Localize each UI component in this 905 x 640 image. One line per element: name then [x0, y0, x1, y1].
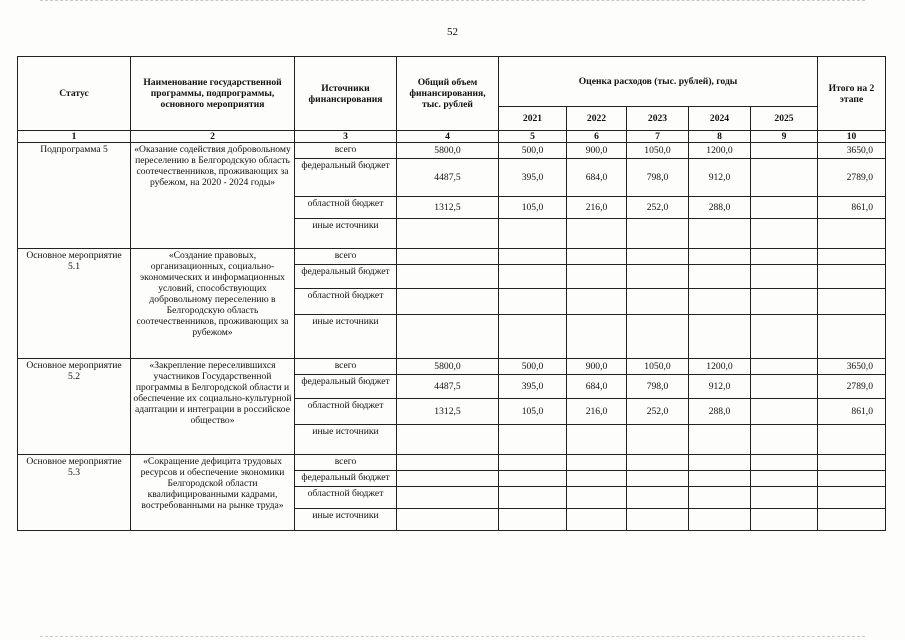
- row-year-value: [567, 425, 627, 455]
- row-stage-total: [818, 455, 886, 471]
- row-year-value: 1200,0: [689, 143, 751, 159]
- row-year-value: [627, 509, 689, 531]
- row-year-value: 105,0: [499, 197, 567, 219]
- row-source: федеральный бюджет: [295, 159, 397, 197]
- row-year-value: [567, 249, 627, 265]
- row-year-value: [751, 219, 818, 249]
- row-stage-total: [818, 249, 886, 265]
- row-year-value: [751, 509, 818, 531]
- row-total-volume: 4487,5: [397, 159, 499, 197]
- header-estimate: Оценка расходов (тыс. рублей), годы: [499, 57, 818, 107]
- row-stage-total: [818, 289, 886, 315]
- row-source: иные источники: [295, 315, 397, 359]
- col-number: 10: [818, 131, 886, 143]
- page-top-edge: [40, 0, 865, 1]
- page-bottom-edge: [40, 636, 865, 637]
- col-number: 5: [499, 131, 567, 143]
- row-year-value: [499, 487, 567, 509]
- row-year-value: 105,0: [499, 399, 567, 425]
- row-source: областной бюджет: [295, 197, 397, 219]
- row-year-value: [751, 197, 818, 219]
- row-year-value: 216,0: [567, 399, 627, 425]
- row-year-value: [751, 375, 818, 399]
- row-year-value: [627, 471, 689, 487]
- header-name: Наименование государственной программы, подпрограммы, основного мероприятия: [131, 57, 295, 131]
- row-source: иные источники: [295, 509, 397, 531]
- row-year-value: [689, 315, 751, 359]
- row-total-volume: 5800,0: [397, 143, 499, 159]
- table-row: [18, 249, 886, 265]
- row-year-value: [751, 265, 818, 289]
- row-year-value: 900,0: [567, 359, 627, 375]
- row-stage-total: [818, 219, 886, 249]
- row-year-value: [751, 143, 818, 159]
- row-year-value: [627, 315, 689, 359]
- row-year-value: 252,0: [627, 197, 689, 219]
- row-total-volume: 1312,5: [397, 399, 499, 425]
- header-year: 2025: [751, 107, 818, 131]
- row-year-value: 395,0: [499, 375, 567, 399]
- row-year-value: [751, 315, 818, 359]
- row-year-value: 288,0: [689, 197, 751, 219]
- row-year-value: 216,0: [567, 197, 627, 219]
- header-year: 2023: [627, 107, 689, 131]
- row-total-volume: [397, 289, 499, 315]
- row-year-value: 684,0: [567, 375, 627, 399]
- row-stage-total: [818, 487, 886, 509]
- row-year-value: 900,0: [567, 143, 627, 159]
- row-source: федеральный бюджет: [295, 375, 397, 399]
- row-year-value: [689, 265, 751, 289]
- row-source: всего: [295, 249, 397, 265]
- header-total-stage: Итого на 2 этапе: [818, 57, 886, 131]
- row-total-volume: [397, 315, 499, 359]
- row-total-volume: [397, 219, 499, 249]
- row-year-value: 288,0: [689, 399, 751, 425]
- row-stage-total: 861,0: [818, 197, 886, 219]
- row-stage-total: [818, 315, 886, 359]
- row-year-value: [567, 289, 627, 315]
- row-total-volume: [397, 509, 499, 531]
- row-year-value: [567, 219, 627, 249]
- row-year-value: [499, 471, 567, 487]
- row-stage-total: 2789,0: [818, 159, 886, 197]
- row-year-value: 684,0: [567, 159, 627, 197]
- col-number: 3: [295, 131, 397, 143]
- row-total-volume: [397, 471, 499, 487]
- row-year-value: [567, 455, 627, 471]
- row-year-value: [627, 249, 689, 265]
- row-stage-total: 3650,0: [818, 143, 886, 159]
- col-number: 7: [627, 131, 689, 143]
- col-number: 4: [397, 131, 499, 143]
- row-year-value: [751, 471, 818, 487]
- table-body: [18, 143, 886, 531]
- row-total-volume: [397, 487, 499, 509]
- row-year-value: [627, 289, 689, 315]
- row-year-value: 1050,0: [627, 143, 689, 159]
- row-year-value: [627, 455, 689, 471]
- row-program-name: «Закрепление переселившихся участников Государственной программы в Белгородской области и обеспечение их социально-культурной адаптации и интеграции в российское общество»: [131, 359, 295, 455]
- row-stage-total: 2789,0: [818, 375, 886, 399]
- row-status: Основное мероприятие 5.2: [18, 359, 131, 455]
- row-source: иные источники: [295, 219, 397, 249]
- page-number: 52: [447, 26, 458, 38]
- row-year-value: [627, 265, 689, 289]
- row-year-value: 252,0: [627, 399, 689, 425]
- row-year-value: 798,0: [627, 159, 689, 197]
- row-program-name: «Создание правовых, организационных, социально-экономических и информационных условий, способствующих добровольному переселению в Белгородскую область соотечественников, проживающих за рубежом»: [131, 249, 295, 359]
- row-year-value: 1200,0: [689, 359, 751, 375]
- row-year-value: [499, 455, 567, 471]
- row-stage-total: [818, 509, 886, 531]
- table-row: [18, 143, 886, 159]
- row-stage-total: [818, 425, 886, 455]
- header-total-volume: Общий объем финансирования, тыс. рублей: [397, 57, 499, 131]
- row-year-value: 798,0: [627, 375, 689, 399]
- header-status: Статус: [18, 57, 131, 131]
- row-year-value: [689, 487, 751, 509]
- row-year-value: [751, 455, 818, 471]
- row-year-value: [499, 265, 567, 289]
- row-total-volume: [397, 249, 499, 265]
- row-year-value: 395,0: [499, 159, 567, 197]
- row-source: иные источники: [295, 425, 397, 455]
- header-sources: Источники финансирования: [295, 57, 397, 131]
- row-year-value: [689, 471, 751, 487]
- table-row: [18, 359, 886, 375]
- row-stage-total: [818, 471, 886, 487]
- row-year-value: [499, 509, 567, 531]
- table-row: [18, 455, 886, 471]
- row-source: всего: [295, 455, 397, 471]
- row-stage-total: [818, 265, 886, 289]
- col-number: 8: [689, 131, 751, 143]
- row-year-value: [751, 399, 818, 425]
- row-stage-total: 861,0: [818, 399, 886, 425]
- row-year-value: [751, 359, 818, 375]
- row-total-volume: 5800,0: [397, 359, 499, 375]
- col-number: 2: [131, 131, 295, 143]
- row-source: областной бюджет: [295, 487, 397, 509]
- row-status: Основное мероприятие 5.3: [18, 455, 131, 531]
- row-year-value: [567, 265, 627, 289]
- row-year-value: [499, 219, 567, 249]
- row-year-value: [689, 219, 751, 249]
- row-year-value: [499, 425, 567, 455]
- row-source: всего: [295, 143, 397, 159]
- header-year: 2021: [499, 107, 567, 131]
- row-year-value: [499, 289, 567, 315]
- row-year-value: [751, 425, 818, 455]
- row-year-value: 912,0: [689, 159, 751, 197]
- row-program-name: «Оказание содействия добровольному переселению в Белгородскую область соотечественников, проживающих за рубежом, на 2020 - 2024 годы»: [131, 143, 295, 249]
- row-year-value: [751, 289, 818, 315]
- row-year-value: [499, 249, 567, 265]
- row-total-volume: 4487,5: [397, 375, 499, 399]
- header-year: 2024: [689, 107, 751, 131]
- row-year-value: [689, 249, 751, 265]
- row-year-value: 500,0: [499, 143, 567, 159]
- row-status: Подпрограмма 5: [18, 143, 131, 249]
- row-year-value: [567, 471, 627, 487]
- row-year-value: [567, 315, 627, 359]
- row-year-value: [751, 487, 818, 509]
- row-year-value: [751, 159, 818, 197]
- row-total-volume: [397, 455, 499, 471]
- row-total-volume: 1312,5: [397, 197, 499, 219]
- col-number: 1: [18, 131, 131, 143]
- row-source: всего: [295, 359, 397, 375]
- row-year-value: [751, 249, 818, 265]
- row-year-value: [567, 509, 627, 531]
- row-year-value: [627, 425, 689, 455]
- funding-table: [17, 56, 886, 531]
- row-year-value: [627, 487, 689, 509]
- row-year-value: [499, 315, 567, 359]
- col-number: 6: [567, 131, 627, 143]
- row-year-value: [689, 289, 751, 315]
- row-total-volume: [397, 425, 499, 455]
- row-year-value: [689, 455, 751, 471]
- row-year-value: [567, 487, 627, 509]
- row-source: областной бюджет: [295, 289, 397, 315]
- row-total-volume: [397, 265, 499, 289]
- row-source: федеральный бюджет: [295, 265, 397, 289]
- row-year-value: 1050,0: [627, 359, 689, 375]
- row-source: областной бюджет: [295, 399, 397, 425]
- row-source: федеральный бюджет: [295, 471, 397, 487]
- row-year-value: [689, 425, 751, 455]
- row-year-value: [627, 219, 689, 249]
- row-year-value: 912,0: [689, 375, 751, 399]
- header-year: 2022: [567, 107, 627, 131]
- row-stage-total: 3650,0: [818, 359, 886, 375]
- row-status: Основное мероприятие 5.1: [18, 249, 131, 359]
- row-year-value: 500,0: [499, 359, 567, 375]
- row-year-value: [689, 509, 751, 531]
- row-program-name: «Сокращение дефицита трудовых ресурсов и обеспечение экономики Белгородской области квалифицированными кадрами, востребованными на рынке труда»: [131, 455, 295, 531]
- col-number: 9: [751, 131, 818, 143]
